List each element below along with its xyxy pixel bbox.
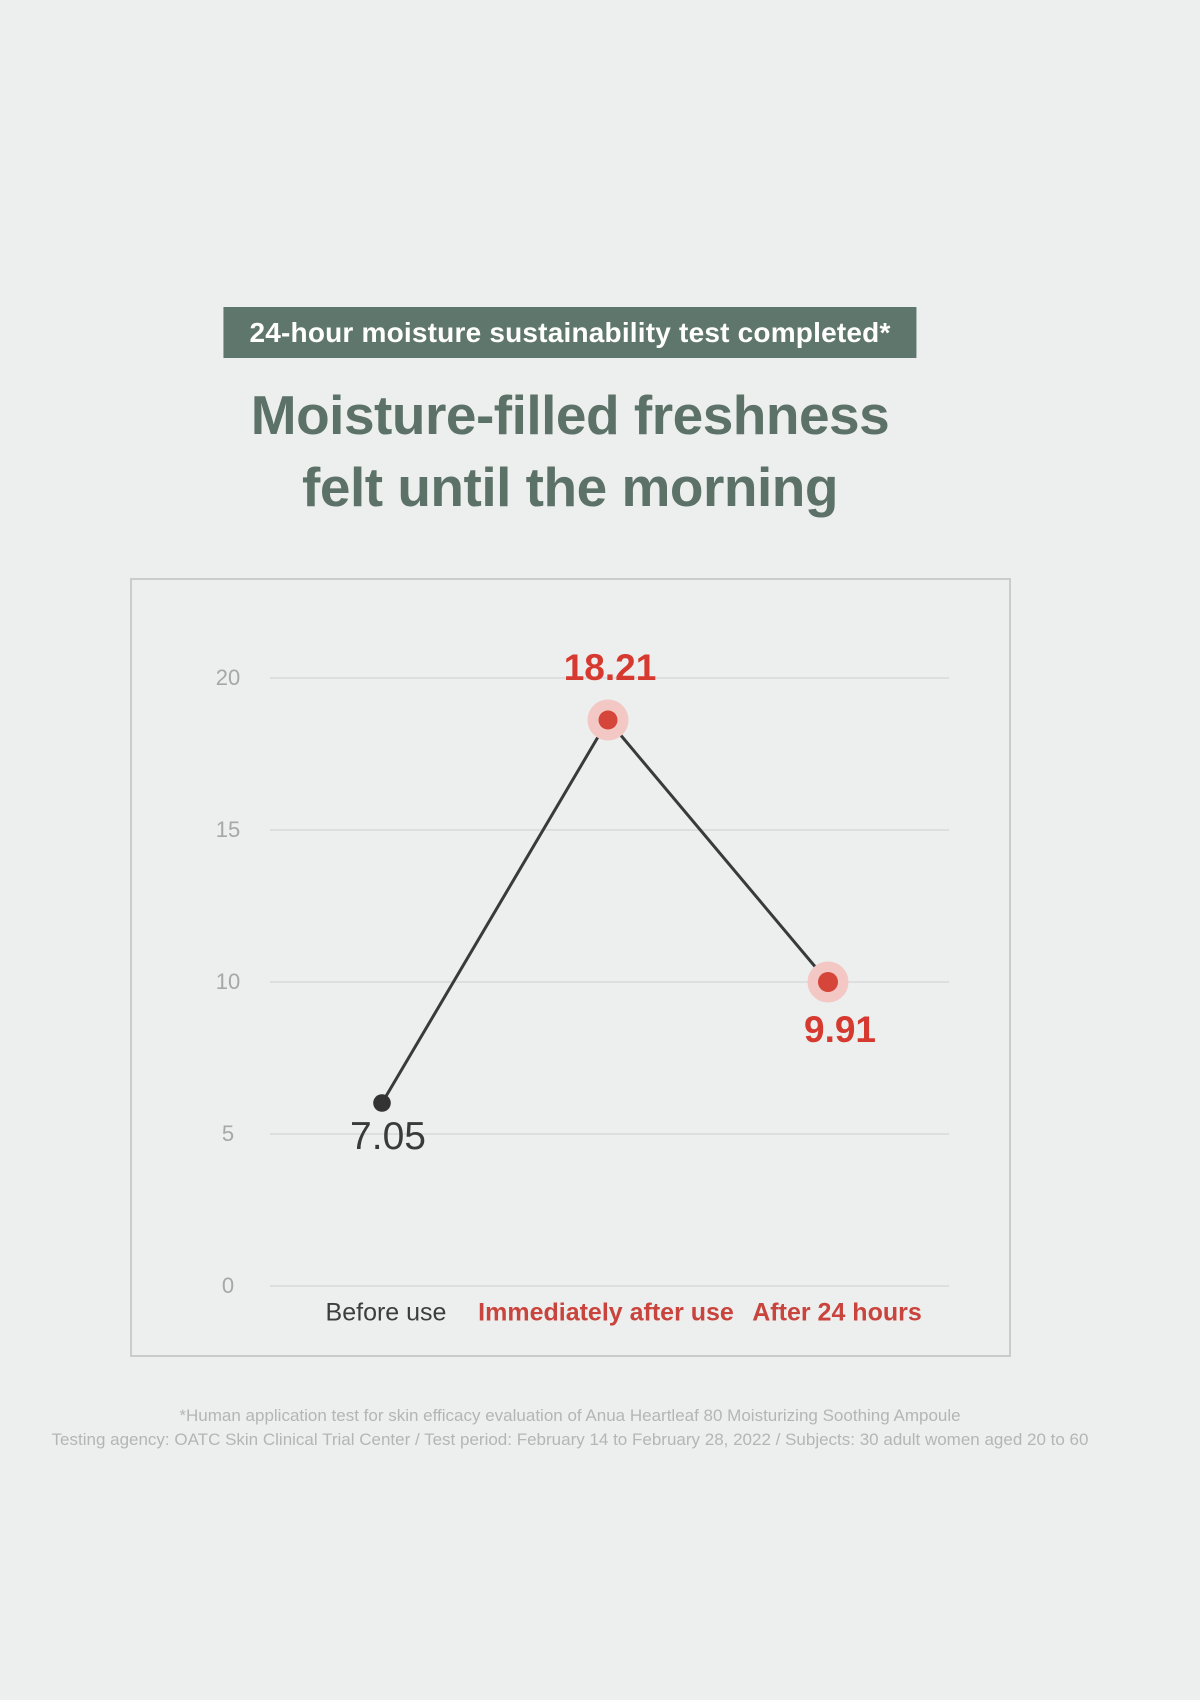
footnote-line-1: *Human application test for skin efficacy evaluation of Anua Heartleaf 80 Moisturizing Soothing Ampoule: [179, 1406, 961, 1425]
value-label-before-use: 7.05: [350, 1115, 426, 1158]
y-tick-5: 5: [221, 1121, 235, 1146]
series-line: [382, 720, 828, 1103]
moisture-chart-card: [130, 578, 1011, 1357]
footnote-line-2: Testing agency: OATC Skin Clinical Trial Center / Test period: February 14 to February 28, 2022 / Subjects: 30 adult women aged 20 to 60: [51, 1430, 1089, 1449]
footnotes: [52, 1404, 1089, 1452]
x-label-after-24-hours: After 24 hours: [752, 1298, 922, 1327]
page-title-line-2: felt until the morning: [302, 456, 838, 518]
data-point-before-use: [373, 1094, 391, 1112]
test-completed-badge: 24-hour moisture sustainability test completed*: [223, 307, 916, 358]
value-label-after-24-hours: 9.91: [803, 1009, 877, 1050]
x-label-immediately-after: Immediately after use: [478, 1298, 734, 1327]
value-label-immediately-after: 18.21: [563, 647, 657, 688]
y-tick-10: 10: [215, 969, 241, 994]
data-point-after-24-hours: [818, 972, 838, 992]
y-tick-15: 15: [215, 817, 241, 842]
y-tick-20: 20: [215, 665, 241, 690]
y-tick-0: 0: [221, 1273, 235, 1298]
x-label-before-use: Before use: [325, 1298, 447, 1327]
data-point-immediately-after: [599, 711, 618, 730]
page-title-line-1: Moisture-filled freshness: [250, 384, 890, 446]
moisture-line-chart: [132, 580, 1009, 1355]
page-title: [251, 379, 889, 523]
